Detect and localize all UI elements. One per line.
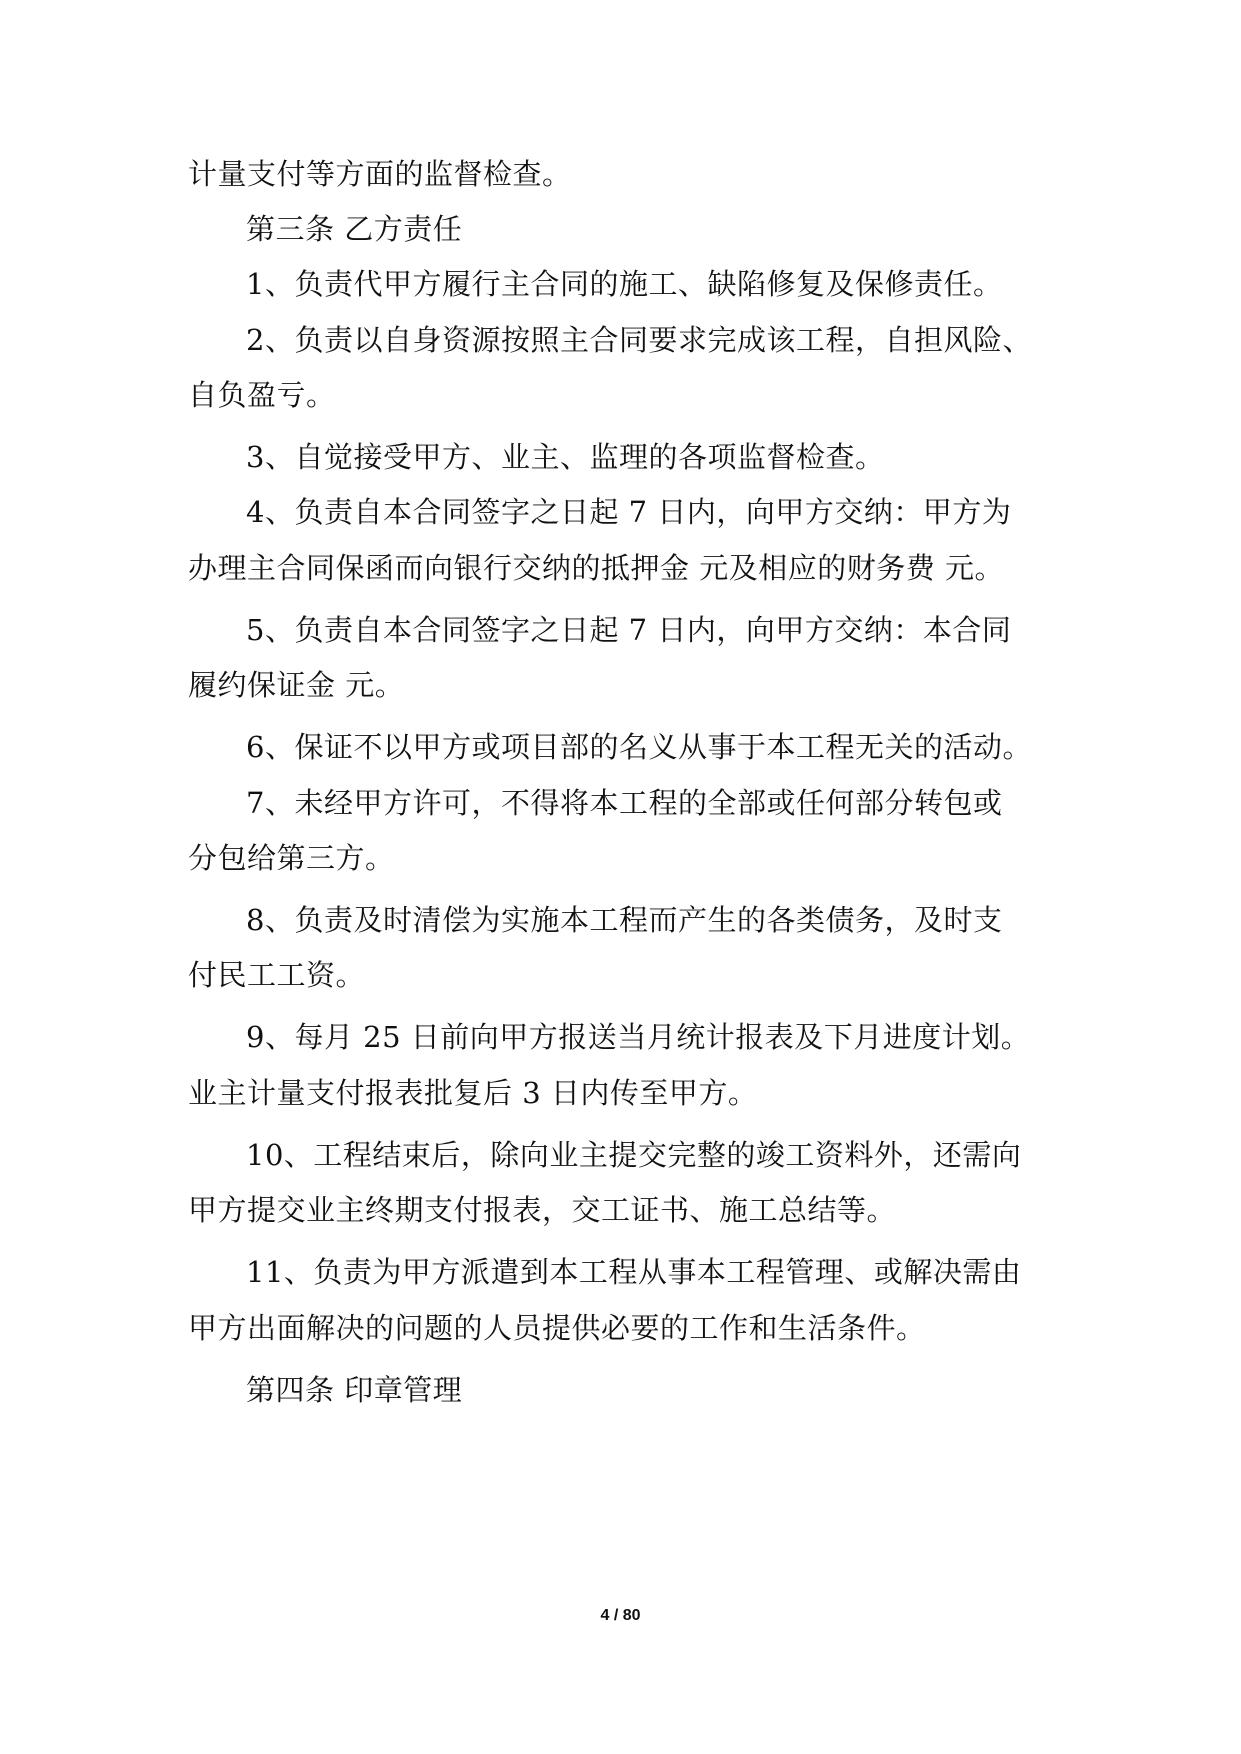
section-heading: 第四条 印章管理 [246,1373,463,1407]
text-line: 甲方出面解决的问题的人员提供必要的工作和生活条件。 [188,1311,926,1345]
text-line: 3、自觉接受甲方、业主、监理的各项监督检查。 [246,440,885,474]
text-line: 2、负责以自身资源按照主合同要求完成该工程，自担风险、 [246,323,1032,357]
text-line: 计量支付等方面的监督检查。 [188,157,572,191]
text-line: 履约保证金 元。 [188,668,405,702]
text-line: 4、负责自本合同签字之日起 7 日内，向甲方交纳：甲方为 [246,495,1012,529]
text-line: 自负盈亏。 [188,378,336,412]
text-line: 7、未经甲方许可，不得将本工程的全部或任何部分转包或 [246,786,1003,820]
text-line: 8、负责及时清偿为实施本工程而产生的各类债务，及时支 [246,903,1003,937]
section-heading: 第三条 乙方责任 [246,212,463,246]
text-line: 业主计量支付报表批复后 3 日内传至甲方。 [188,1076,758,1110]
page-number: 4 / 80 [600,1607,641,1624]
text-line: 1、负责代甲方履行主合同的施工、缺陷修复及保修责任。 [246,267,1003,301]
text-line: 6、保证不以甲方或项目部的名义从事于本工程无关的活动。 [246,730,1032,764]
text-line: 办理主合同保函而向银行交纳的抵押金 元及相应的财务费 元。 [188,551,1004,585]
text-line: 付民工工资。 [188,958,366,992]
text-line: 分包给第三方。 [188,841,395,875]
text-line: 9、每月 25 日前向甲方报送当月统计报表及下月进度计划。 [246,1020,1031,1054]
text-line: 甲方提交业主终期支付报表，交工证书、施工总结等。 [188,1193,897,1227]
text-line: 5、负责自本合同签字之日起 7 日内，向甲方交纳：本合同 [246,613,1012,647]
text-line: 11、负责为甲方派遣到本工程从事本工程管理、或解决需由 [246,1255,1022,1289]
text-line: 10、工程结束后，除向业主提交完整的竣工资料外，还需向 [246,1138,1022,1172]
